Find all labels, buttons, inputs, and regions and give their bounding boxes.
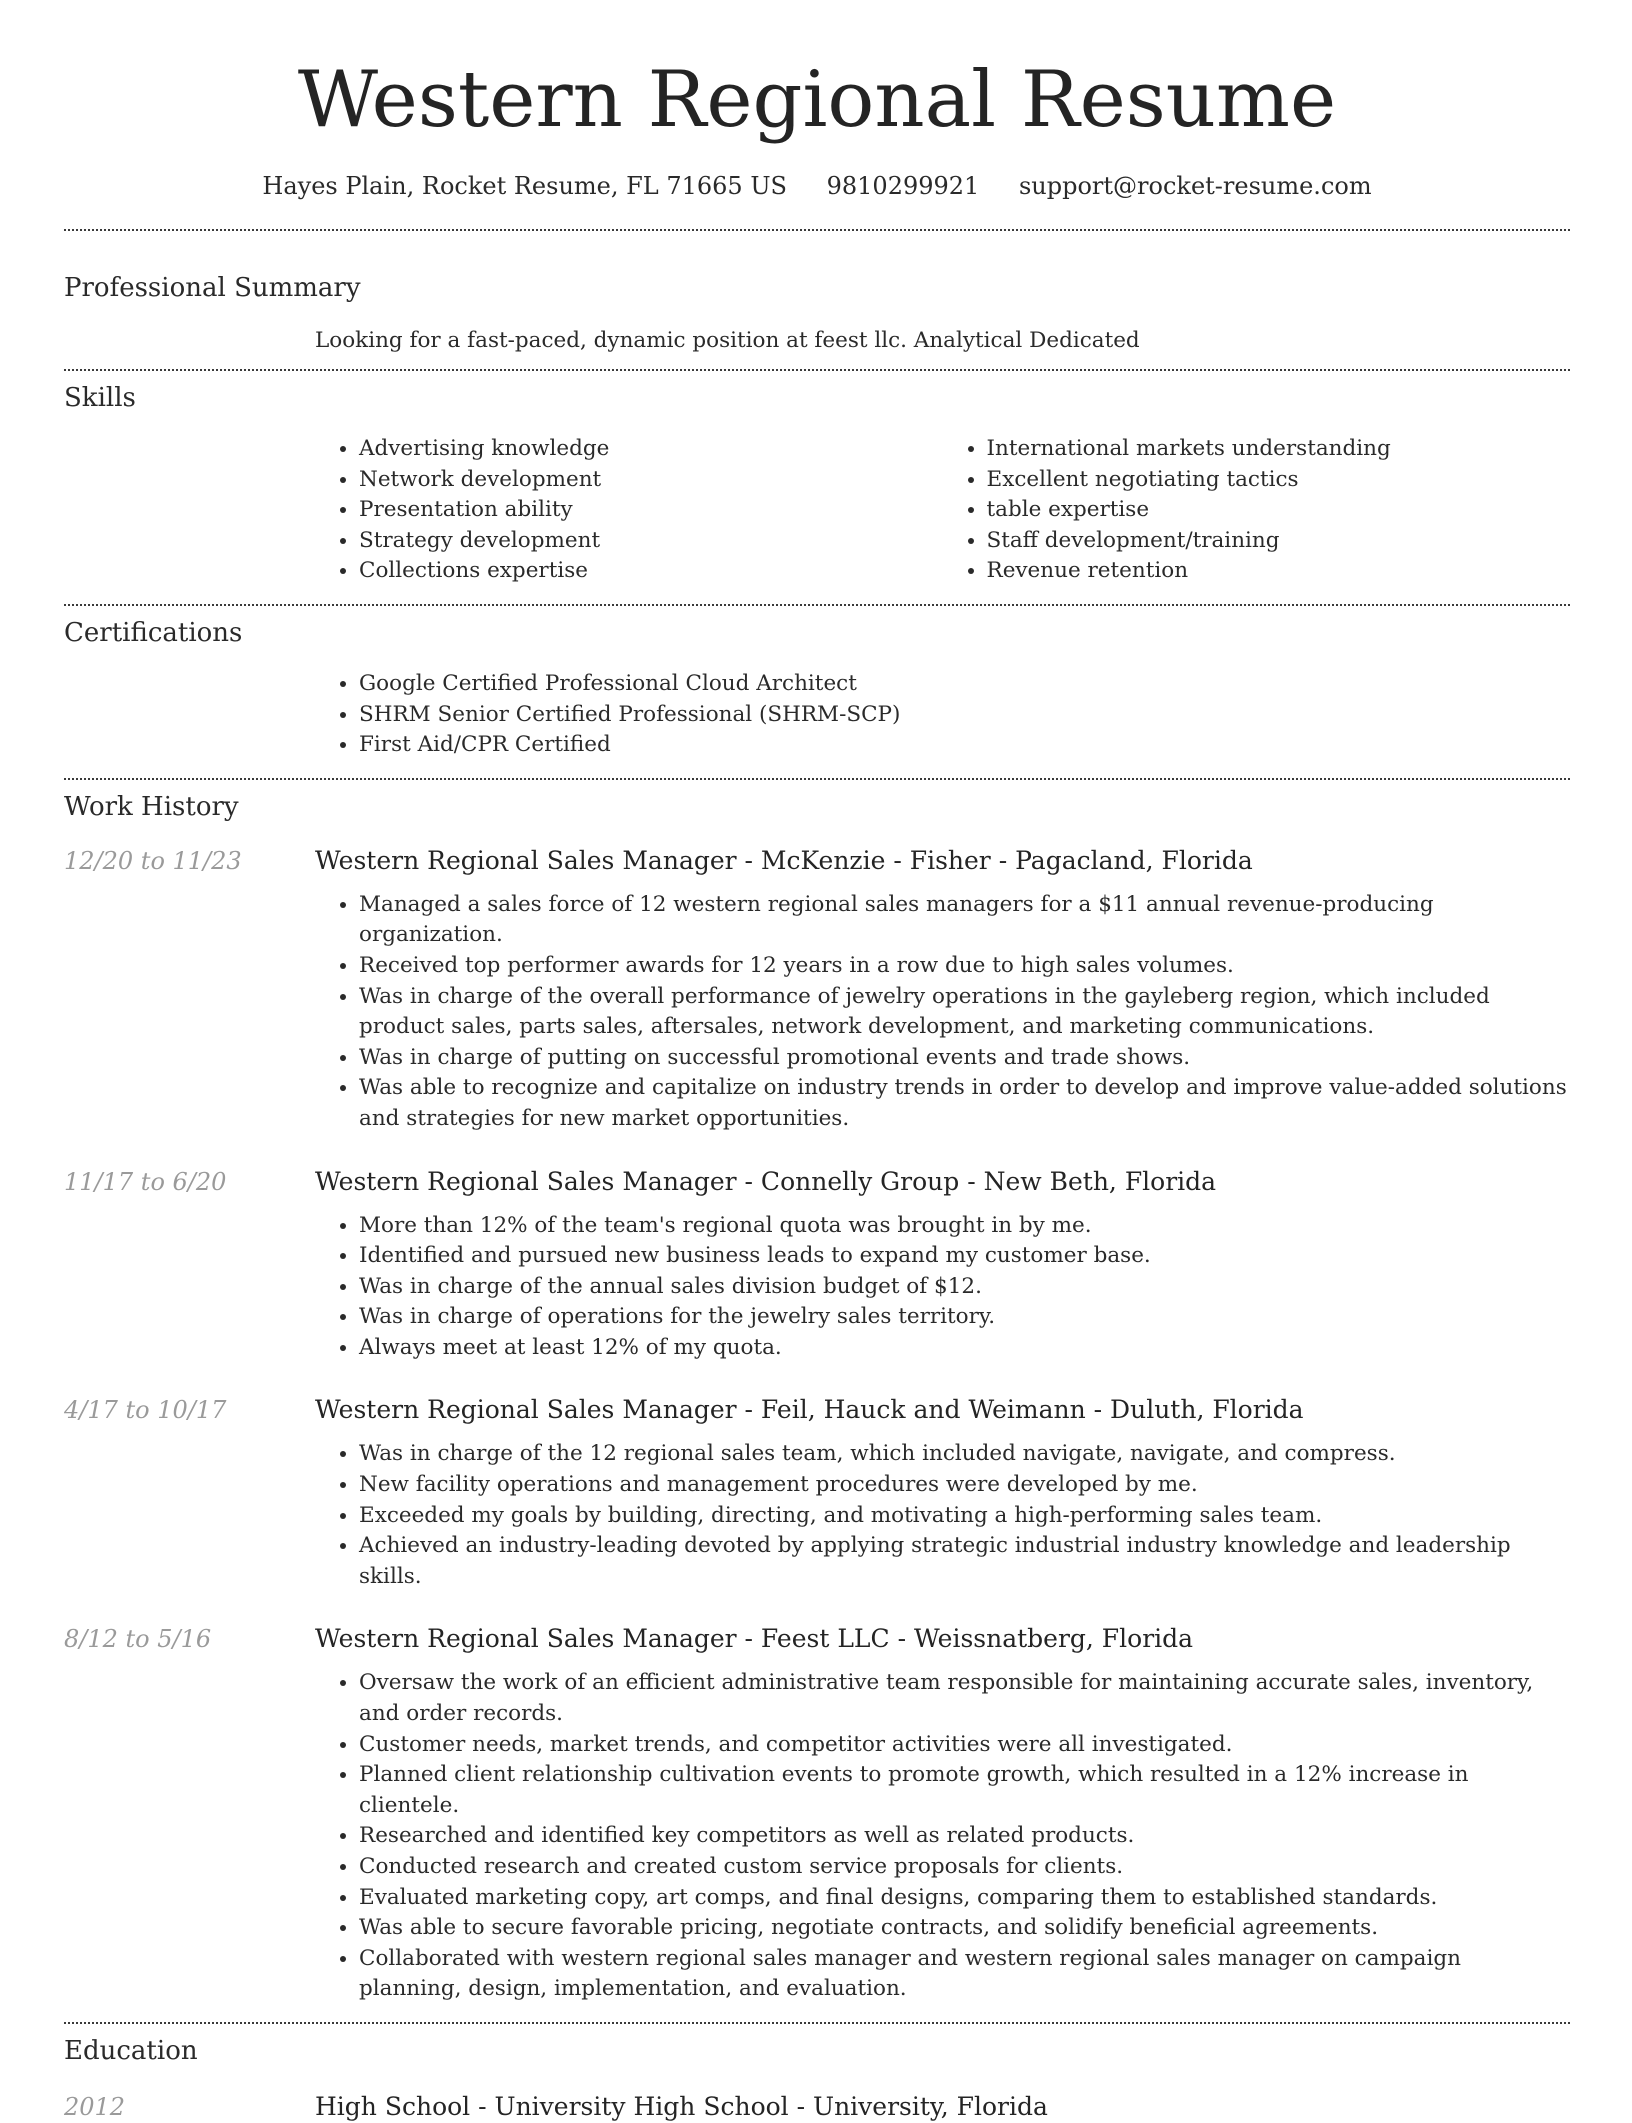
job-body — [315, 845, 1570, 1135]
skill-item: • Advertising knowledge — [359, 434, 943, 465]
job-title: Western Regional Sales Manager - McKenzie - Fisher - Pagacland, Florida — [315, 845, 1253, 875]
skill-item: • Staff development/training — [987, 526, 1571, 557]
education-heading: Education — [64, 2035, 198, 2066]
job-body — [315, 1623, 1570, 2005]
job-bullet: • Researched and identified key competitors as well as related products. — [359, 1821, 1570, 1852]
job-bullet: • Received top performer awards for 12 years in a row due to high sales volumes. — [359, 951, 1570, 982]
job-bullet: • Achieved an industry-leading devoted by applying strategic industrial industry knowledge and leadership skills. — [359, 1531, 1570, 1592]
certification-item: • SHRM Senior Certified Professional (SHRM-SCP) — [359, 700, 1570, 731]
job-dates: 12/20 to 11/23 — [64, 846, 242, 875]
job-bullet: • Oversaw the work of an efficient administrative team responsible for maintaining accurate sales, inventory, and order records. — [359, 1668, 1570, 1729]
job-bullets — [315, 890, 1570, 1135]
job-bullet: • Always meet at least 12% of my quota. — [359, 1333, 1570, 1364]
job-bullet: • New facility operations and management procedures were developed by me. — [359, 1470, 1570, 1501]
job-bullet: • Evaluated marketing copy, art comps, and final designs, comparing them to established standards. — [359, 1883, 1570, 1914]
skill-item: • Collections expertise — [359, 556, 943, 587]
section-divider — [64, 2022, 1570, 2024]
job-bullet: • Was in charge of the annual sales division budget of $12. — [359, 1272, 1570, 1303]
skill-item: • table expertise — [987, 495, 1571, 526]
job-bullet: • Collaborated with western regional sales manager and western regional sales manager on campaign planning, design, implementation, and evaluation. — [359, 1944, 1570, 2005]
certifications-list — [315, 669, 1570, 761]
skill-item: • Strategy development — [359, 526, 943, 557]
section-divider — [64, 369, 1570, 371]
skill-item: • Revenue retention — [987, 556, 1571, 587]
education-year: 2012 — [64, 2092, 126, 2121]
job-title: Western Regional Sales Manager - Feest LLC - Weissnatberg, Florida — [315, 1624, 1194, 1654]
contact-email: support@rocket-resume.com — [1018, 172, 1372, 200]
job-dates: 4/17 to 10/17 — [64, 1396, 227, 1425]
certification-item: • Google Certified Professional Cloud Architect — [359, 669, 1570, 700]
job-bullet: • Identified and pursued new business leads to expand my customer base. — [359, 1241, 1570, 1272]
contact-address: Hayes Plain, Rocket Resume, FL 71665 US — [262, 172, 787, 200]
job-title: Western Regional Sales Manager - Connelly Group - New Beth, Florida — [315, 1166, 1217, 1196]
job-bullet: • Was in charge of the overall performance of jewelry operations in the gayleberg region, which included product sales, parts sales, aftersales, network development, and marketing communications. — [359, 982, 1570, 1043]
job-entry — [64, 845, 1570, 1135]
resume-name: Western Regional Resume — [297, 55, 1337, 145]
certifications-heading: Certifications — [64, 617, 243, 648]
job-entry — [64, 1166, 1570, 1364]
job-bullet: • Customer needs, market trends, and competitor activities were all investigated. — [359, 1730, 1570, 1761]
work-history-heading: Work History — [64, 791, 239, 822]
skill-item: • International markets understanding — [987, 434, 1571, 465]
job-bullets — [315, 1211, 1570, 1364]
skills-heading: Skills — [64, 383, 136, 413]
skills-columns — [315, 434, 1570, 587]
job-body — [315, 1394, 1570, 1592]
job-bullet: • Was able to recognize and capitalize on industry trends in order to develop and improve value-added solutions and strategies for new market opportunities. — [359, 1073, 1570, 1134]
skills-list-left — [315, 434, 943, 587]
skill-item: • Excellent negotiating tactics — [987, 465, 1571, 496]
summary-text: Looking for a fast-paced, dynamic position at feest llc. Analytical Dedicated — [315, 328, 1140, 353]
job-bullet: • Was in charge of putting on successful promotional events and trade shows. — [359, 1043, 1570, 1074]
job-body — [315, 1166, 1570, 1364]
job-bullet: • Managed a sales force of 12 western regional sales managers for a $11 annual revenue-producing organization. — [359, 890, 1570, 951]
job-bullet: • Planned client relationship cultivation events to promote growth, which resulted in a 12% increase in clientele. — [359, 1760, 1570, 1821]
skills-list-right — [943, 434, 1571, 587]
job-bullet: • Was able to secure favorable pricing, negotiate contracts, and solidify beneficial agreements. — [359, 1913, 1570, 1944]
job-bullet: • More than 12% of the team's regional quota was brought in by me. — [359, 1211, 1570, 1242]
section-divider — [64, 229, 1570, 231]
section-divider — [64, 778, 1570, 780]
job-dates: 11/17 to 6/20 — [64, 1167, 227, 1196]
contact-line — [64, 170, 1570, 202]
job-bullets — [315, 1439, 1570, 1592]
job-title: Western Regional Sales Manager - Feil, Hauck and Weimann - Duluth, Florida — [315, 1395, 1304, 1425]
job-bullet: • Was in charge of operations for the jewelry sales territory. — [359, 1302, 1570, 1333]
resume-page — [64, 0, 1570, 2123]
job-entry — [64, 1394, 1570, 1592]
certification-item: • First Aid/CPR Certified — [359, 730, 1570, 761]
contact-phone: 9810299921 — [826, 172, 980, 200]
education-entry — [64, 2091, 1570, 2123]
job-bullets — [315, 1668, 1570, 2005]
education-body — [315, 2091, 1570, 2123]
job-dates: 8/12 to 5/16 — [64, 1625, 212, 1654]
skill-item: • Network development — [359, 465, 943, 496]
skill-item: • Presentation ability — [359, 495, 943, 526]
job-bullet: • Exceeded my goals by building, directing, and motivating a high-performing sales team. — [359, 1501, 1570, 1532]
education-title: High School - University High School - University, Florida — [315, 2091, 1048, 2121]
job-bullet: • Conducted research and created custom service proposals for clients. — [359, 1852, 1570, 1883]
job-entry — [64, 1623, 1570, 2005]
summary-heading: Professional Summary — [64, 273, 361, 303]
section-divider — [64, 604, 1570, 606]
job-bullet: • Was in charge of the 12 regional sales team, which included navigate, navigate, and compress. — [359, 1439, 1570, 1470]
certifications-block — [315, 669, 1570, 761]
